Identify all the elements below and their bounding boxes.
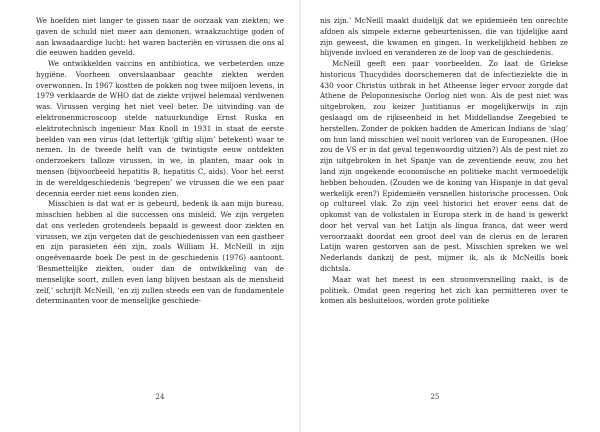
page-number-right: 25 [430, 393, 440, 401]
right-page [300, 0, 600, 432]
page-number-left: 24 [155, 393, 165, 401]
paragraph: Maar wat het meest in een stroomversnelling raakt, is de politiek. Omdat geen regering het zich kan permitteren over te komen als besluiteloos, worden grote politieke [320, 274, 568, 306]
right-page-text [320, 16, 568, 307]
paragraph: nis zijn.’ McNeill maakt duidelijk dat we epidemieën ten onrechte afdoen als simpele externe gebeurtenissen, die van tijdelijke aard zijn geweest, die kwamen en gingen. In werkelijkheid hebben ze blijvende invloed en veranderen ze de loop van de geschiedenis. [320, 16, 568, 58]
paragraph: McNeill geeft een paar voorbeelden. Zo laat de Griekse historicus Thucydides doorschemeren dat de infectieziekte die in 430 voor Christus uitbrak in het Atheense leger ervoor zorgde dat Athene de Peloponnesische Oorlog niet won. Als de pest niet was uitgebroken, zou keizer Justitianus er mogelijkerwijs in zijn geslaagd om de rijkseenheid in het Middellandse Zeegebied te herstellen. Zonder de pokken hadden de American Indians de ‘slag’ om hun land misschien wel nooit verloren van de Europeanen. (Hoe zou de VS er in dat geval tegenwoordig uitzien?) Als de pest niet zo zijn uitgebroken in het Spanje van de zeventiende eeuw, zou het land zijn ongekende economische en politieke macht vermoedelijk hebben behouden. (Zouden we de koning van Hispanje in dat geval werkelijk eren?) Epidemieën versnellen historische processen. Ook op cultureel vlak. Zo zijn veel historici het erover eens dat de opkomst van de volkstalen in Europa sterk in de hand is gewerkt door het verval van het Latijn als lingua franca, dat weer werd veroorzaakt doordat een groot deel van de clerus en de leraren Latijn waren gestorven aan de pest. Misschien spreken we wel Nederlands dankzij de pest, mijmer ik, als ik McNeills boek dichtsla. [320, 59, 568, 273]
paragraph: We hoefden niet langer te gissen naar de oorzaak van ziekten; we gaven de schuld niet meer aan demonen, wraakzuchtige goden of aan kwaadaardige lucht: het waren bacteriën en virussen die ons al die eeuwen hadden geveld. [36, 16, 284, 58]
paragraph: Misschien is dat wat er is gebeurd, bedenk ik aan mijn bureau, misschien hebben al die successen ons misleid. We zijn vergeten dat ons verleden grotendeels bepaald is geweest door ziekten en virussen, we zijn vergeten dat de geschiedenissen van een gastheer en zijn parasieten één zijn, zoals William H. McNeill in zijn ongeëvenaarde boek De pest in de geschiedenis (1976) aantoont. ‘Besmettelijke ziekten, ouder dan de ontwikkeling van de menselijke soort, zullen even lang blijven bestaan als de mensheid zelf,’ schrijft McNeill, ‘en zij zullen steeds een van de fundamentele determinanten voor de menselijke geschiede- [36, 199, 284, 306]
left-page-text [36, 16, 284, 307]
paragraph: We ontwikkelden vaccins en antibiotica, we verbeterden onze hygiëne. Voorheen onverslaanbaar geachte ziekten werden overwonnen. In 1967 kostten de pokken nog twee miljoen levens, in 1979 verklaarde de WHO dat de ziekte vrijwel helemaal verdwenen was. Virussen verging het niet veel beter. De uitvinding van de elektronenmicroscoop stelde natuurkundige Ernst Ruska en elektrotechnisch ingenieur Max Knoll in 1931 in staat de eerste beelden van een virus (dat letterlijk ‘giftig slijm’ betekent) waar te nemen. In de tweede helft van de twintigste eeuw ontdekten onderzoekers talloze virussen, in we, in planten, maar ook in mensen (bijvoorbeeld hepatitis B, hepatitis C, aids). Voor het eerst in de wereldgeschiedenis ‘begrepen’ we virussen die we een paar decennia eerder niet eens konden zien. [36, 59, 284, 198]
